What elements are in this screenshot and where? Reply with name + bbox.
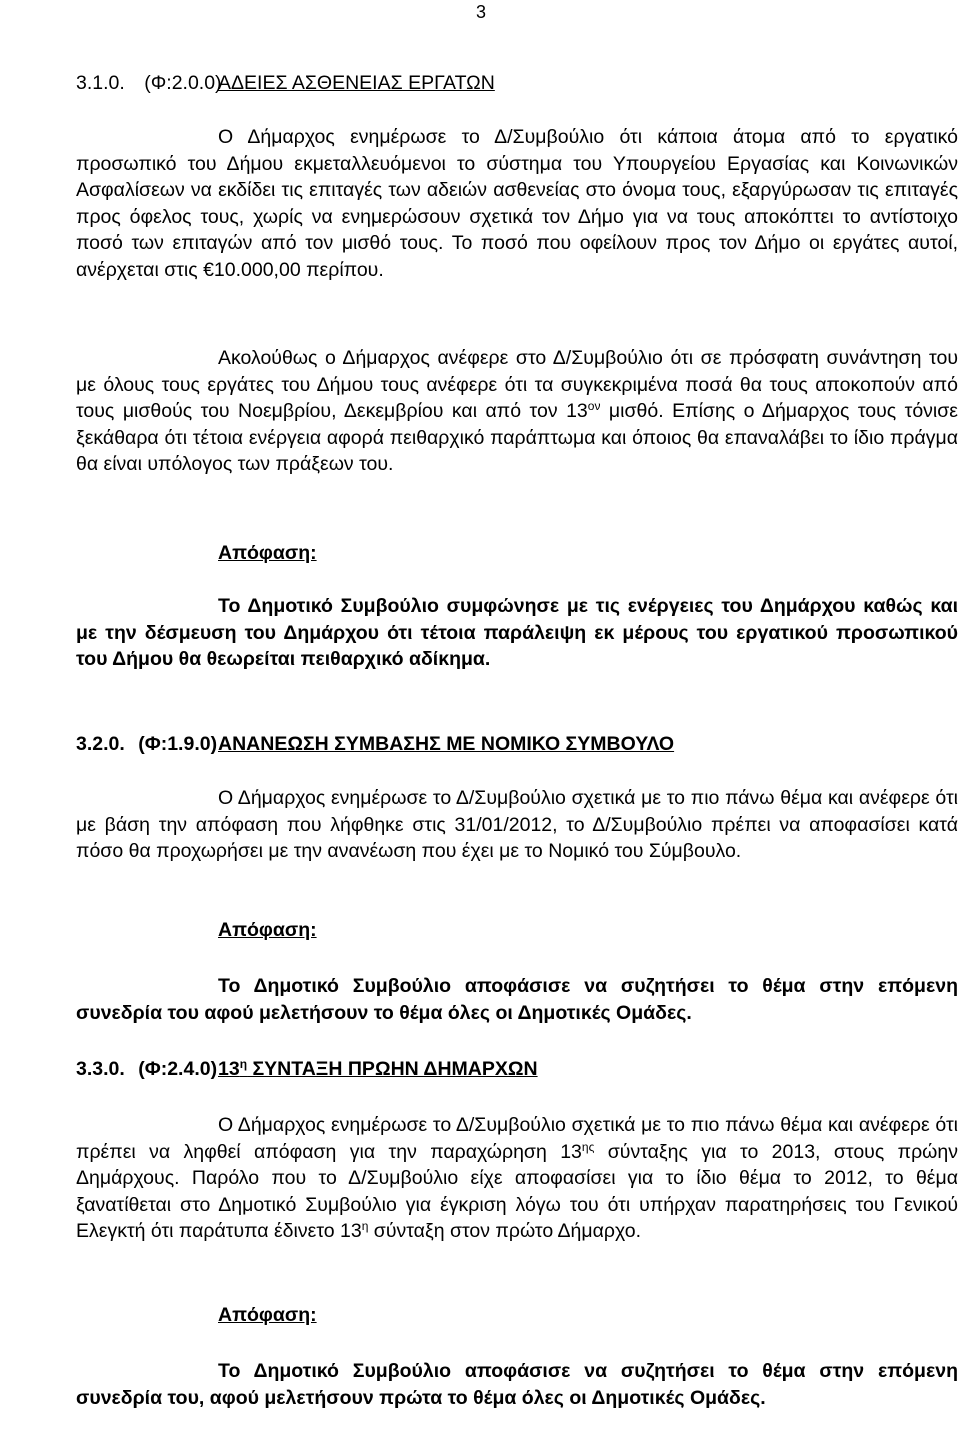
superscript: η <box>361 1219 369 1233</box>
page-number: 3 <box>476 2 487 22</box>
decision-text-3: Το Δημοτικό Συμβούλιο αποφάσισε να συζητήσει το θέμα στην επόμενη συνεδρία του, αφού μελετήσουν πρώτα το θέμα όλες οι Δημοτικές Ομάδες. <box>76 1360 958 1409</box>
decision-label-2: Απόφαση: <box>218 919 317 941</box>
section-number: 3.2.0. <box>76 733 125 755</box>
section-number: 3.1.0. <box>76 72 125 94</box>
section-title: ΑΝΑΝΕΩΣΗ ΣΥΜΒΑΣΗΣ ΜΕ ΝΟΜΙΚΟ ΣΥΜΒΟΥΛΟ <box>218 733 675 755</box>
section-3-paragraph-1: Ο Δήμαρχος ενημέρωσε το Δ/Συμβούλιο σχετικά με το πιο πάνω θέμα και ανέφερε ότι πρέπει να ληφθεί απόφαση για την παραχώρηση $13^{\eta\varsigma}$ σύνταξης για το 2013, στους πρώην Δημάρχους. Παρόλο που το Δ/Συμβούλιο είχε αποφασίσει για το ίδιο θέμα το 2012, το θέμα ξανατίθεται στο Δημοτικό Συμβούλιο για έγκριση λόγω του ότι υπήρχαν παρατηρήσεις του Γενικού Ελεγκτή ότι παράτυπα έδινετο $13^\eta$ σύνταξη στον πρώτο Δήμαρχο. <box>76 1114 958 1242</box>
section-1-paragraph-2: Ακολούθως ο Δήμαρχος ανέφερε στο Δ/Συμβούλιο ότι σε πρόσφατη συνάντηση του με όλους τους εργάτες του Δήμου τους ανέφερε ότι τα συγκεκριμένα ποσά θα τους αποκοπούν από τους μισθούς του Νοεμβρίου, Δεκεμβρίου και από τον $13^{o\nu}$ μισθό. Επίσης ο Δήμαρχος τους τόνισε ξεκάθαρα ότι τέτοια ενέργεια αφορά πειθαρχικό παράπτωμα και όποιος θα επαναλάβει το ίδιο πράγμα θα είναι υπόλογος των πράξεων του. <box>76 347 958 475</box>
section-title: $13^\eta$ ΣΥΝΤΑΞΗ ΠΡΩΗΝ ΔΗΜΑΡΧΩΝ <box>218 1057 538 1080</box>
superscript: ον <box>587 399 601 413</box>
section-number: 3.3.0. <box>76 1058 125 1080</box>
section-heading-3 <box>76 1057 538 1081</box>
decision-text-2: Το Δημοτικό Συμβούλιο αποφάσισε να συζητήσει το θέμα στην επόμενη συνεδρία του αφού μελετήσουν το θέμα όλες οι Δημοτικές Ομάδες. <box>76 975 958 1024</box>
section-heading-2 <box>76 733 675 756</box>
superscript: ης <box>581 1139 595 1154</box>
section-code: (Φ:2.0.0) <box>144 72 222 94</box>
section-1-paragraph-1: Ο Δήμαρχος ενημέρωσε το Δ/Συμβούλιο ότι κάποια άτομα από το εργατικό προσωπικό του Δήμου εκμεταλλευόμενοι το σύστημα του Υπουργείου Εργασίας και Κοινωνικών Ασφαλίσεων να εκδίδει τις επιταγές των αδειών ασθενείας στο όνομα τους, εξαργύρωσαν τις επιταγές προς όφελος τους, χωρίς να ενημερώσουν σχετικά τον Δήμο για να τους αποκόπτει το αντίστοιχο ποσό των επιταγών από τον μισθό τους. Το ποσό που οφείλουν προς τον Δήμο οι εργάτες αυτοί, ανέρχεται στις €10.000,00 περίπου. <box>76 126 958 281</box>
section-code: (Φ:2.4.0) <box>138 1058 218 1080</box>
decision-label-1: Απόφαση: <box>218 542 317 564</box>
section-heading-1 <box>76 72 495 95</box>
decision-label-3: Απόφαση: <box>218 1304 317 1326</box>
section-title: ΑΔΕΙΕΣ ΑΣΘΕΝΕΙΑΣ ΕΡΓΑΤΩΝ <box>218 72 495 94</box>
section-code: (Φ:1.9.0) <box>138 733 218 755</box>
section-2-paragraph-1: Ο Δήμαρχος ενημέρωσε το Δ/Συμβούλιο σχετικά με το πιο πάνω θέμα και ανέφερε ότι με βάση την απόφαση που λήφθηκε στις 31/01/2012, το Δ/Συμβούλιο πρέπει να αποφασίσει κατά πόσο θα προχωρήσει με την ανανέωση που έχει με το Νομικό του Σύμβουλο. <box>76 787 958 862</box>
decision-text-1: Το Δημοτικό Συμβούλιο συμφώνησε με τις ενέργειες του Δημάρχου καθώς και με την δέσμευση του Δημάρχου ότι τέτοια παράλειψη εκ μέρους του εργατικού προσωπικού του Δήμου θα θεωρείται πειθαρχικό αδίκημα. <box>76 595 958 670</box>
superscript: η <box>239 1057 248 1071</box>
